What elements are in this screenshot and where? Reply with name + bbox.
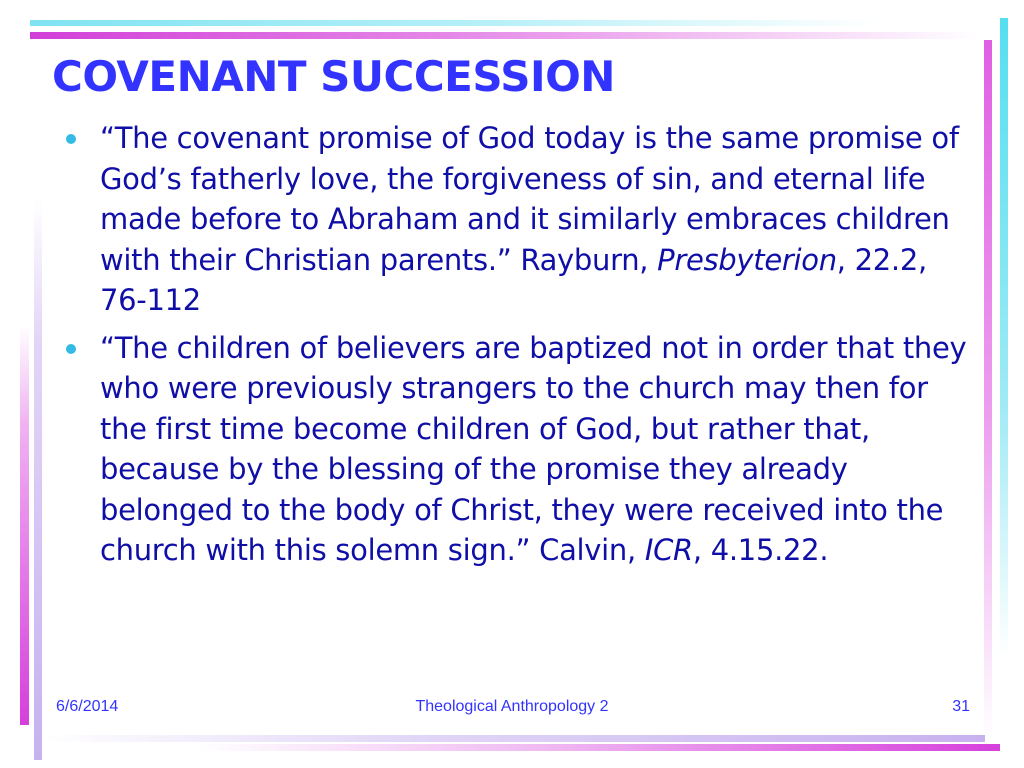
citation-reference: , 4.15.22. bbox=[692, 533, 829, 567]
top-magenta-bar bbox=[30, 32, 980, 39]
right-magenta-bar bbox=[984, 40, 992, 740]
bottom-lavender-bar bbox=[40, 735, 985, 742]
bullet-icon bbox=[66, 134, 76, 144]
bullet-icon bbox=[66, 344, 76, 354]
slide-title: COVENANT SUCCESSION bbox=[52, 52, 615, 101]
bullet-text: “The covenant promise of God today is the same promise of God’s fatherly love, the forgiveness of sin, and eternal life made before to Abraham and it similarly embraces children with their Christian parents.” Rayburn, bbox=[100, 121, 959, 277]
footer-date: 6/6/2014 bbox=[56, 698, 119, 715]
citation-title: Presbyterion bbox=[657, 242, 837, 277]
slide-body bbox=[58, 118, 973, 578]
bullet-text: “The children of believers are baptized not in order that they who were previously strangers to the church may then for the first time become children of God, but rather that, because by the blessing of the promise they already belonged to the body of Christ, they were received into the church with this solemn sign.” Calvin, bbox=[100, 330, 967, 567]
citation-reference: , 22.2, 76-112 bbox=[100, 242, 927, 317]
slide-number: 31 bbox=[952, 698, 970, 715]
right-cyan-bar bbox=[1000, 18, 1008, 658]
left-magenta-bar bbox=[20, 325, 29, 725]
bullet-item-2 bbox=[58, 328, 973, 571]
citation-title: ICR bbox=[644, 533, 693, 567]
footer-title: Theological Anthropology 2 bbox=[415, 698, 609, 715]
bottom-magenta-bar bbox=[200, 744, 1000, 751]
top-cyan-bar bbox=[30, 20, 880, 26]
left-lavender-bar bbox=[34, 200, 42, 760]
bullet-item-1 bbox=[58, 118, 973, 321]
